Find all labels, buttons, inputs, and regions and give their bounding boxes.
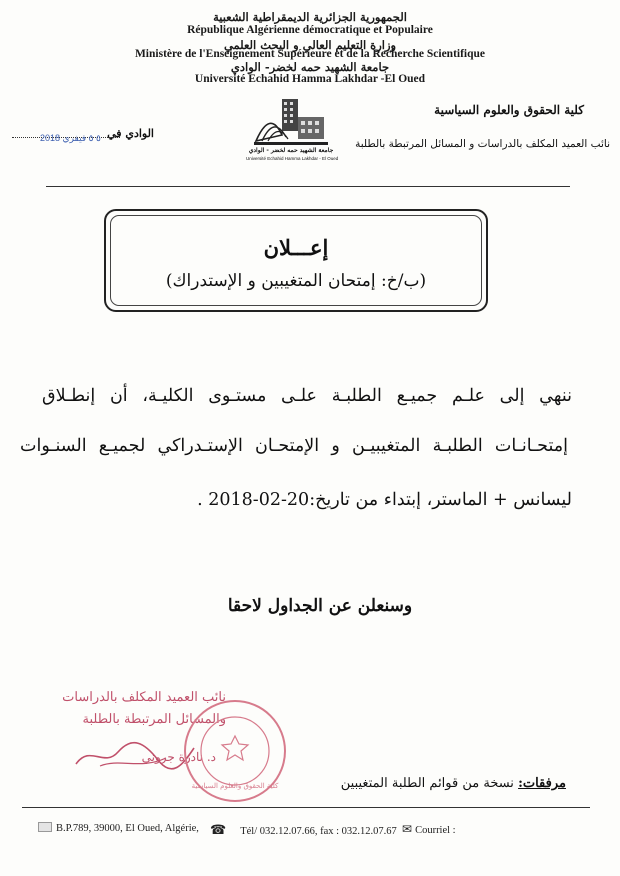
- ministry-fr: Ministère de l'Enseignement Supérieure et de la Recherche Scientifique: [134, 48, 486, 60]
- announcement-frame: [104, 209, 488, 312]
- header-divider: [46, 186, 570, 187]
- logo-caption: جامعة الشهيد حمه لخضر - الوادي: [248, 147, 334, 154]
- announcement-inner-frame: [110, 215, 482, 306]
- faculty-name: كلية الحقوق والعلوم السياسية: [434, 103, 584, 117]
- logo-caption-fr: Université Echahid Hamma Lakhdar - El Oued: [246, 156, 339, 161]
- republic-ar: الجمهورية الجزائرية الديمقراطية الشعبية: [213, 10, 407, 24]
- university-fr: Université Echahid Hamma Lakhdar -El Oued: [194, 73, 426, 85]
- attachment-label: مرفقات:: [518, 776, 566, 791]
- stamp-text: كلية الحقوق والعلوم السياسية: [191, 782, 279, 790]
- ministry-ar: وزارة التعليم العالي و البحث العلمي: [223, 38, 397, 52]
- signature-name: د. نادرة جروني: [141, 750, 216, 764]
- footer-address: B.P.789, 39000, El Oued, Algérie,: [56, 823, 199, 834]
- date-label: الوادي في: [107, 127, 154, 140]
- body-line-2: إمتحـانـات الطلبـة المتغيبيـن و الإمتحـان الإستـدراكي لجميـع السنـوات: [20, 436, 568, 456]
- email-icon: ✉: [402, 822, 413, 836]
- republic-fr: République Algérienne démocratique et Populaire: [187, 24, 433, 36]
- signature-title-2: والمسائل المرتبطة بالطلبة: [82, 712, 226, 727]
- announcement-title: إعـــلان: [263, 235, 329, 260]
- vice-dean-title: نائب العميد المكلف بالدراسات و المسائل المرتبطة بالطلبة: [355, 138, 610, 150]
- footer-address-item: [38, 822, 199, 834]
- date-block: [12, 127, 162, 151]
- schedule-notice: وسنعلن عن الجداول لاحقا: [227, 596, 413, 616]
- telephone-icon: ☎: [210, 822, 227, 837]
- attachment-note: [341, 776, 566, 791]
- footer-email-item: [402, 822, 456, 837]
- university-ar: جامعة الشهيد حمه لخضر- الوادي: [230, 60, 390, 74]
- attachment-text: نسخة من قوائم الطلبة المتغيبين: [340, 776, 519, 791]
- footer-divider: [22, 807, 590, 808]
- envelope-icon: [38, 822, 52, 832]
- body-line-3: ليسانس + الماستر، إبتداء من تاريخ:20-02-2018 .: [197, 490, 572, 510]
- footer-phone-item: [210, 822, 397, 838]
- footer-email: Courriel :: [415, 825, 456, 836]
- body-line-1: ننهي إلى علـم جميـع الطلبـة علـى مستـوى الكليـة، أن إنطـلاق: [42, 386, 572, 406]
- signature-title-1: نائب العميد المكلف بالدراسات: [62, 690, 226, 705]
- announcement-subtitle: (ب/خ: إمتحان المتغيبين و الإستدراك): [165, 271, 427, 291]
- university-logo-icon: [246, 95, 339, 167]
- date-stamp: 2018 ٥ ٥ فيفري: [40, 133, 101, 143]
- official-stamp-icon: [180, 696, 290, 806]
- footer-phone: Tél/ 032.12.07.66, fax : 032.12.07.67: [240, 826, 397, 837]
